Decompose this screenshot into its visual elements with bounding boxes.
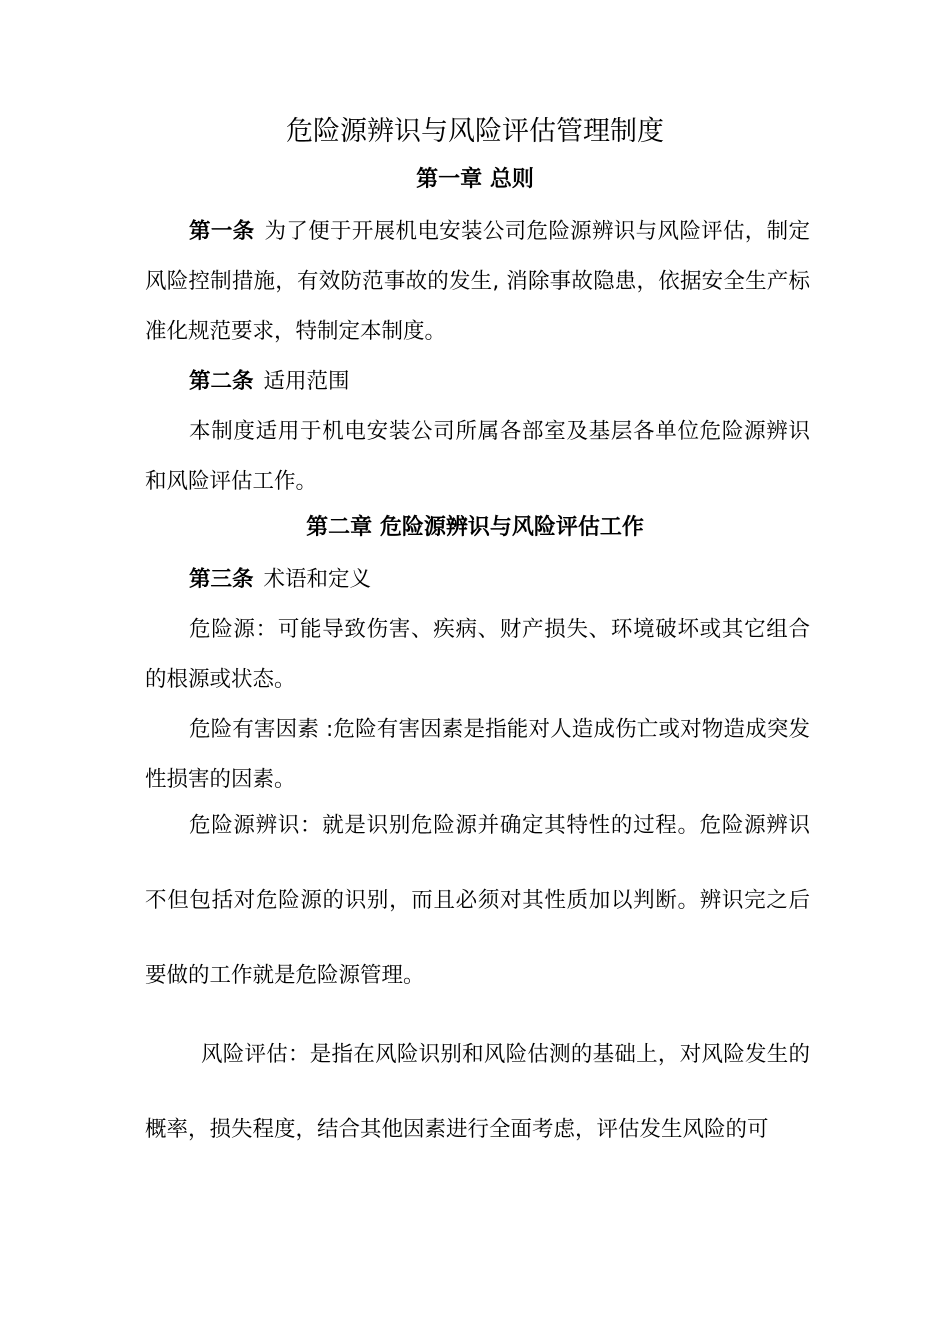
definition-hazard-identification: 危险源辨识：就是识别危险源并确定其特性的过程。危险源辨识不但包括对危险源的识别，而且必须对其性质加以判断。辨识完之后要做的工作就是危险源管理。	[145, 813, 810, 988]
article-1-text: 为了便于开展机电安装公司危险源辨识与风险评估，制定风险控制措施，有效防范事故的发生, 消除事故隐患，依据安全生产标准化规范要求，特制定本制度。	[145, 219, 810, 344]
article-1	[145, 207, 810, 357]
article-3-label: 第三条	[189, 567, 254, 592]
article-2-label: 第二条	[189, 369, 254, 394]
document-title: 危险源辨识与风险评估管理制度	[286, 116, 664, 147]
article-3	[145, 555, 810, 605]
article-2-body: 本制度适用于机电安装公司所属各部室及基层各单位危险源辨识和风险评估工作。	[145, 419, 810, 494]
article-2	[145, 357, 810, 407]
chapter-1-heading: 第一章 总则	[416, 167, 534, 192]
chapter-2-heading: 第二章 危险源辨识与风险评估工作	[306, 515, 644, 540]
definition-hazard-factor: 危险有害因素 :危险有害因素是指能对人造成伤亡或对物造成突发性损害的因素。	[145, 717, 810, 792]
article-1-label: 第一条	[189, 219, 255, 244]
definition-hazard-source: 危险源：可能导致伤害、疾病、财产损失、环境破坏或其它组合的根源或状态。	[145, 617, 810, 692]
definition-risk-assessment: 风险评估：是指在风险识别和风险估测的基础上，对风险发生的概率，损失程度，结合其他因素进行全面考虑，评估发生风险的可	[145, 1042, 810, 1142]
article-2-text: 适用范围	[263, 369, 350, 394]
article-3-text: 术语和定义	[263, 567, 372, 592]
